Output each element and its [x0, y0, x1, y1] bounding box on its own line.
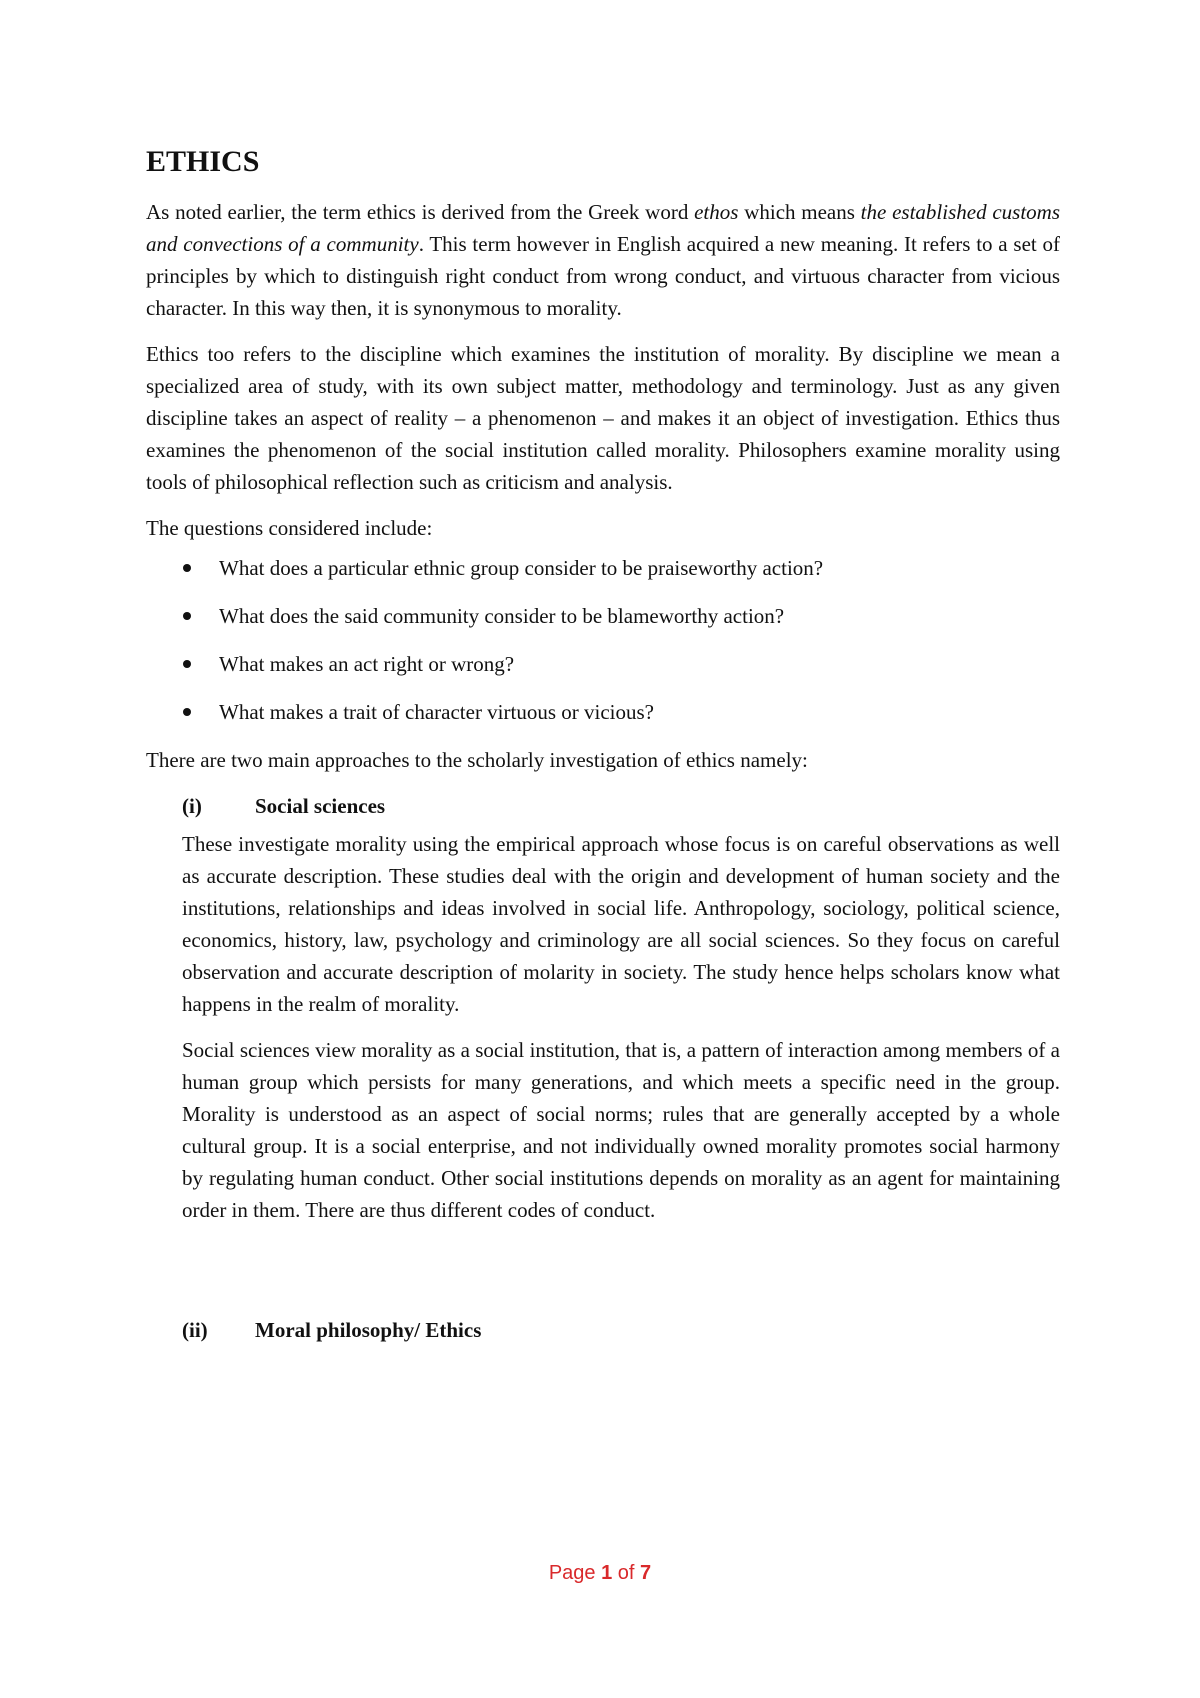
- section-number: (i): [182, 794, 202, 818]
- questions-list: [146, 552, 1060, 728]
- list-item-text: What makes an act right or wrong?: [219, 652, 515, 676]
- list-item-text: What does a particular ethnic group consider to be praiseworthy action?: [219, 556, 824, 580]
- footer-of-word: of: [617, 1562, 635, 1584]
- page-footer: [0, 1562, 1200, 1585]
- intro-paragraph: [146, 196, 1060, 324]
- section-heading-social-sciences: [182, 790, 1060, 822]
- bullet-icon: [183, 660, 191, 668]
- bullet-icon: [183, 708, 191, 716]
- list-item: [146, 648, 1060, 680]
- intro-definition: the established customs and convections of a community: [146, 200, 1060, 256]
- footer-current-page: 1: [601, 1562, 613, 1584]
- section-title: Moral philosophy/ Ethics: [255, 1318, 482, 1342]
- page-content: [146, 142, 1060, 1352]
- section-title: Social sciences: [255, 794, 386, 818]
- footer-page-word: Page: [548, 1562, 596, 1584]
- section-number: (ii): [182, 1318, 208, 1342]
- questions-intro: The questions considered include:: [146, 516, 433, 540]
- list-item: [146, 552, 1060, 584]
- list-item-text: What does the said community consider to be blameworthy action?: [219, 604, 785, 628]
- document-title: ETHICS: [146, 145, 260, 178]
- bullet-icon: [183, 564, 191, 572]
- list-item-text: What makes a trait of character virtuous or vicious?: [219, 700, 654, 724]
- social-sciences-paragraph-1: These investigate morality using the empirical approach whose focus is on careful observations as well as accurate description. These studies deal with the origin and development of human society and the institutions, relationships and ideas involved in social life. Anthropology, sociology, political science, economics, history, law, psychology and criminology are all social sciences. So they focus on careful observation and accurate description of molarity in society. The study hence helps scholars know what happens in the realm of morality.: [182, 832, 1060, 1016]
- intro-text-c: which means: [738, 200, 861, 224]
- intro-text-a: As noted earlier, the term ethics is derived from the Greek word: [146, 200, 695, 224]
- intro-term-ethos: ethos: [694, 200, 739, 224]
- section-heading-moral-philosophy: [182, 1314, 1060, 1346]
- intro-text-e: . This term however in English acquired a new meaning. It refers to a set of principles by which to distinguish right conduct from wrong conduct, and virtuous character from vicious character. In this way then, it is synonymous to morality.: [146, 232, 1060, 320]
- social-sciences-paragraph-2: Social sciences view morality as a social institution, that is, a pattern of interaction among members of a human group which persists for many generations, and which meets a specific need in the group. Morality is understood as an aspect of social norms; rules that are generally accepted by a whole cultural group. It is a social enterprise, and not individually owned morality promotes social harmony by regulating human conduct. Other social institutions depends on morality as an agent for maintaining order in them. There are thus different codes of conduct.: [182, 1038, 1060, 1222]
- list-item: [146, 600, 1060, 632]
- footer-total-pages: 7: [640, 1562, 652, 1584]
- discipline-paragraph: Ethics too refers to the discipline which examines the institution of morality. By discipline we mean a specialized area of study, with its own subject matter, methodology and terminology. Just as any given discipline takes an aspect of reality – a phenomenon – and makes it an object of investigation. Ethics thus examines the phenomenon of the social institution called morality. Philosophers examine morality using tools of philosophical reflection such as criticism and analysis.: [146, 342, 1060, 494]
- bullet-icon: [183, 612, 191, 620]
- approaches-paragraph: There are two main approaches to the scholarly investigation of ethics namely:: [146, 748, 808, 772]
- list-item: [146, 696, 1060, 728]
